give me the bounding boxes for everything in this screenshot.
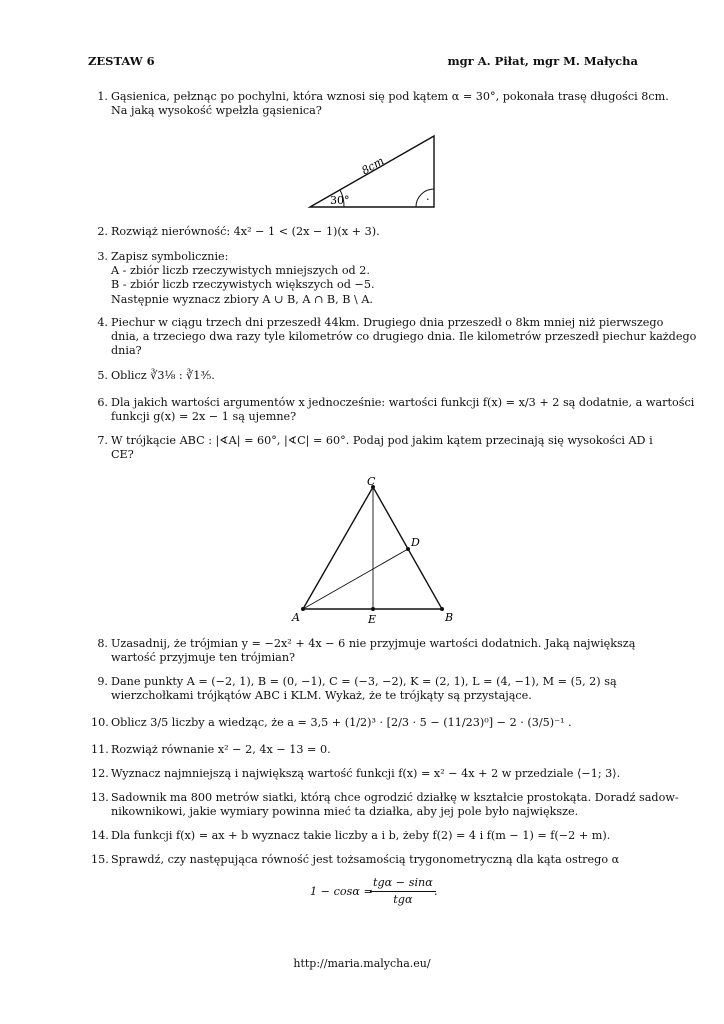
label-c: C — [367, 475, 376, 488]
problem-text-line: A - zbiór liczb rzeczywistych mniejszych od 2. — [111, 264, 370, 278]
formula-lhs: 1 − cosα = — [310, 885, 373, 898]
formula-end: . — [434, 885, 438, 898]
problem-text-line: Oblicz 3/5 liczby a wiedząc, że a = 3,5 + (1/2)³ · [2/3 · 5 − (11/23)⁰] − 2 · (3/5)⁻¹ . — [111, 716, 572, 729]
problem-text-line: W trójkącie ABC : |∢A| = 60°, |∢C| = 60°. Podaj pod jakim kątem przecinają się wysokości AD i — [111, 434, 653, 447]
problem-text-line: Piechur w ciągu trzech dni przeszedł 44km. Drugiego dnia przeszedł o 8km mniej niż pierwszego — [111, 316, 664, 329]
formula-fraction — [370, 876, 436, 907]
problem-text-line: wartość przyjmuje ten trójmian? — [111, 651, 296, 665]
point-d-dot — [406, 547, 410, 551]
problem-number: 5. — [97, 369, 108, 382]
problem-text-line: Rozwiąż równanie x² − 2, 4x − 13 = 0. — [111, 743, 331, 756]
problem-text-line: wierzchołkami trójkątów ABC i KLM. Wykaż, że te trójkąty są przystające. — [111, 689, 532, 703]
problem-number: 3. — [97, 250, 108, 263]
problem-number: 13. — [91, 791, 109, 804]
label-e: E — [368, 613, 377, 626]
problem-number: 2. — [97, 225, 108, 238]
problem-text-line: Rozwiąż nierówność: 4x² − 1 < (2x − 1)(x + 3). — [111, 225, 380, 238]
right-angle-dot: · — [426, 193, 430, 206]
altitude-ad — [303, 549, 408, 609]
problem-number: 14. — [91, 829, 109, 842]
problem-text-line: CE? — [111, 448, 134, 462]
problem-text-line: Dla funkcji f(x) = ax + b wyznacz takie liczby a i b, żeby f(2) = 4 i f(m − 1) = f(−2 + m). — [111, 829, 611, 842]
problem-number: 4. — [97, 316, 108, 329]
problem-text-line: Zapisz symbolicznie: — [111, 250, 229, 263]
problem-text-line: Gąsienica, pełznąc po pochylni, która wznosi się pod kątem α = 30°, pokonała trasę długości 8cm. — [111, 90, 669, 103]
problem-number: 11. — [91, 743, 109, 756]
problem-number: 7. — [97, 434, 108, 447]
problem-text-line: Oblicz ∛3⅛ : ∛1³⁄₅. — [111, 369, 215, 382]
figure-slope-triangle — [300, 130, 445, 215]
problem-number: 1. — [97, 90, 108, 103]
footer-url[interactable]: http://maria.malycha.eu/ — [293, 957, 431, 970]
problem-number: 15. — [91, 853, 109, 866]
problem-text-line: dnia, a trzeciego dwa razy tyle kilometrów co drugiego dnia. Ile kilometrów przeszedł piechur każdego — [111, 330, 697, 344]
problem-text-line: Następnie wyznacz zbiory A ∪ B, A ∩ B, B \ A. — [111, 292, 373, 306]
problem-number: 8. — [97, 637, 108, 650]
problem-text-line: Dla jakich wartości argumentów x jednocześnie: wartości funkcji f(x) = x/3 + 2 są dodatnie, a wartości — [111, 396, 695, 409]
problem-text-line: Sprawdź, czy następująca równość jest tożsamością trygonometryczną dla kąta ostrego α — [111, 853, 620, 866]
problem-number: 12. — [91, 767, 109, 780]
page-header — [88, 54, 638, 70]
problem-number: 9. — [97, 675, 108, 688]
formula-15 — [310, 876, 510, 908]
vertex-a-dot — [301, 607, 305, 611]
set-title: ZESTAW 6 — [88, 54, 155, 68]
problem-text-line: dnia? — [111, 344, 142, 358]
hypotenuse-label: 8cm — [359, 154, 387, 178]
authors: mgr A. Piłat, mgr M. Małycha — [447, 54, 638, 68]
problem-text-line: B - zbiór liczb rzeczywistych większych od −5. — [111, 278, 375, 292]
right-angle-arc — [416, 189, 434, 207]
formula-denominator: tgα — [393, 893, 413, 907]
label-d: D — [411, 536, 420, 549]
formula-numerator: tgα − sinα — [370, 876, 436, 892]
problem-text-line: nikownikowi, jakie wymiary powinna mieć ta działka, aby jej pole było największe. — [111, 805, 579, 819]
problem-text-line: Wyznacz najmniejszą i największą wartość funkcji f(x) = x² − 4x + 2 w przedziale ⟨−1; 3⟩. — [111, 767, 621, 780]
problem-text-line: Na jaką wysokość wpełzła gąsienica? — [111, 104, 322, 118]
problem-text-line: funkcji g(x) = 2x − 1 są ujemne? — [111, 410, 297, 424]
problem-text-line: Dane punkty A = (−2, 1), B = (0, −1), C = (−3, −2), K = (2, 1), L = (4, −1), M = (5, 2) są — [111, 675, 617, 688]
figure-triangle-abc — [288, 472, 463, 627]
triangle-abc-shape — [303, 487, 442, 609]
problem-text-line: Uzasadnij, że trójmian y = −2x² + 4x − 6 nie przyjmuje wartości dodatnich. Jaką największą — [111, 637, 636, 650]
problem-number: 10. — [91, 716, 109, 729]
vertex-b-dot — [440, 607, 444, 611]
problem-number: 6. — [97, 396, 108, 409]
point-e-dot — [371, 607, 375, 611]
label-a: A — [292, 611, 300, 624]
problem-text-line: Sadownik ma 800 metrów siatki, którą chce ogrodzić działkę w kształcie prostokąta. Doradź sadow- — [111, 791, 679, 804]
label-b: B — [445, 611, 454, 624]
angle-label: 30° — [330, 194, 350, 207]
